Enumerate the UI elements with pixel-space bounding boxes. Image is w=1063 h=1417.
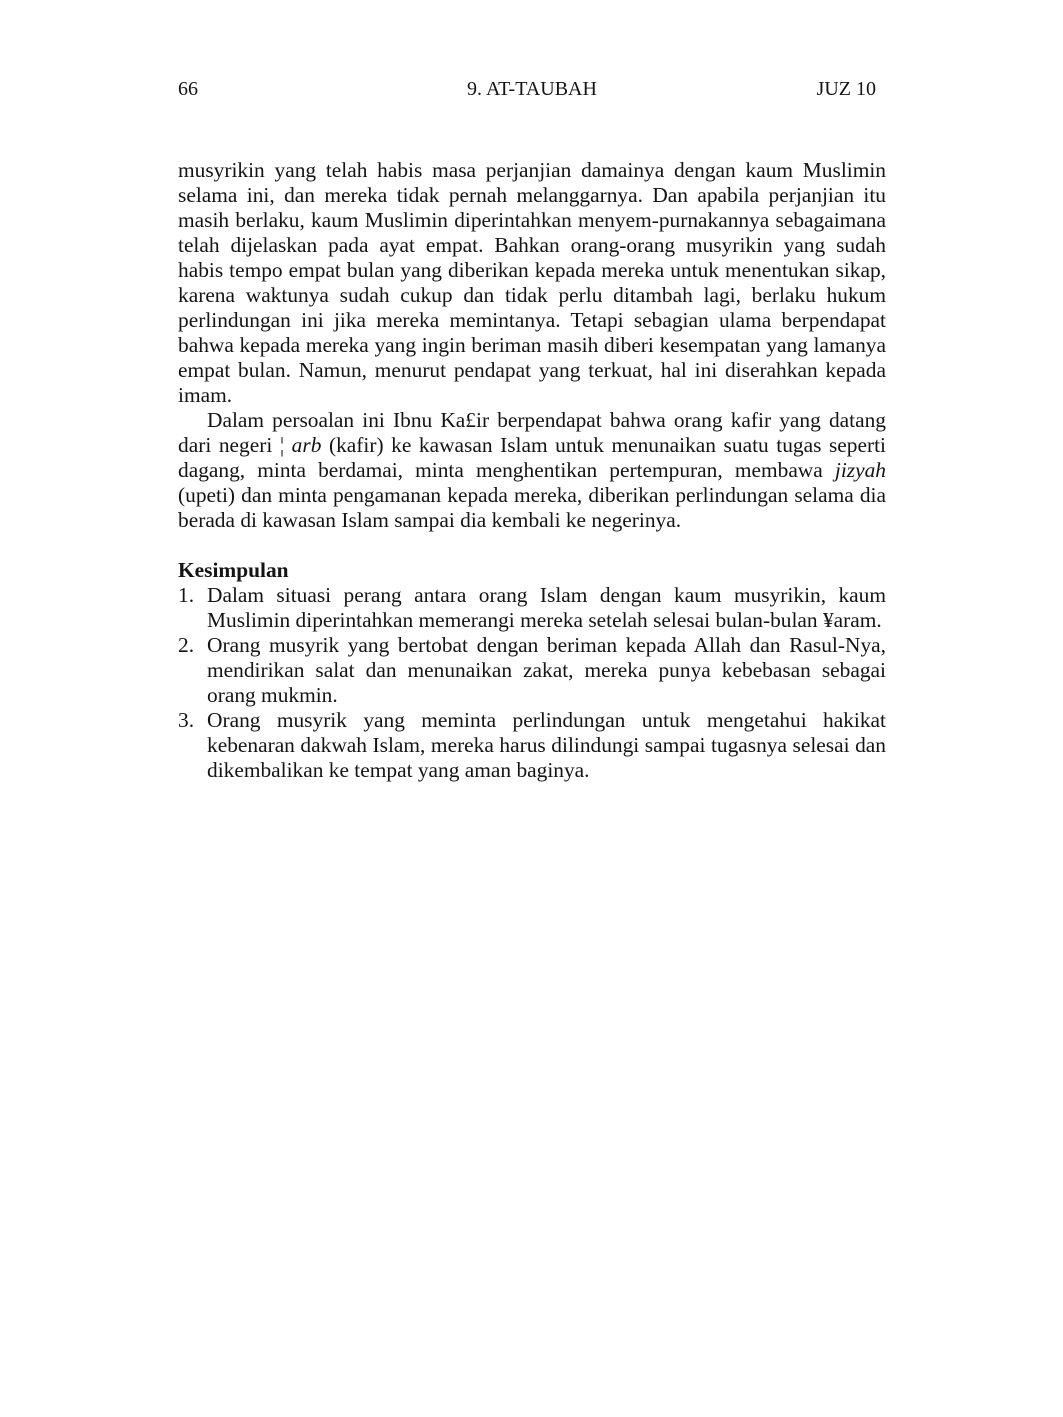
body-text (178, 158, 886, 783)
list-item-number: 1. (178, 583, 195, 607)
list-item-text: Dalam situasi perang antara orang Islam dengan kaum musyrikin, kaum Muslimin diperintahkan memerangi mereka setelah selesai bulan-bulan ¥aram. (207, 583, 886, 632)
conclusion-list (178, 583, 886, 783)
list-item (178, 633, 886, 708)
juz-label: JUZ 10 (816, 78, 876, 100)
paragraph-2-text-1: Dalam persoalan ini Ibnu Ka£ir berpendapat bahwa orang kafir yang datang dari negeri ¦ (178, 408, 886, 457)
list-item-number: 2. (178, 633, 195, 657)
italic-term-harb: arb (291, 433, 322, 457)
paragraph-2 (178, 408, 886, 533)
page-number: 66 (178, 78, 198, 100)
list-item-number: 3. (178, 708, 195, 732)
paragraph-2-text-3: (upeti) dan minta pengamanan kepada mereka, diberikan perlindungan selama dia berada di kawasan Islam sampai dia kembali ke negerinya. (178, 483, 886, 532)
chapter-title: 9. AT-TAUBAH (467, 78, 597, 100)
italic-term-jizyah: jizyah (834, 458, 886, 482)
paragraph-2-text-2: (kafir) ke kawasan Islam untuk menunaikan suatu tugas seperti dagang, minta berdamai, minta menghentikan pertempuran, membawa (178, 433, 886, 482)
running-header (178, 76, 886, 102)
list-item-text: Orang musyrik yang bertobat dengan beriman kepada Allah dan Rasul-Nya, mendirikan salat dan menunaikan zakat, mereka punya kebebasan sebagai orang mukmin. (207, 633, 886, 707)
list-item (178, 583, 886, 633)
list-item-text: Orang musyrik yang meminta perlindungan untuk mengetahui hakikat kebenaran dakwah Islam, mereka harus dilindungi sampai tugasnya selesai dan dikembalikan ke tempat yang aman baginya. (207, 708, 886, 782)
paragraph-1: musyrikin yang telah habis masa perjanjian damainya dengan kaum Muslimin selama ini, dan mereka tidak pernah melanggarnya. Dan apabila perjanjian itu masih berlaku, kaum Muslimin diperintahkan menyem-purnakannya sebagaimana telah dijelaskan pada ayat empat. Bahkan orang-orang musyrikin yang sudah habis tempo empat bulan yang diberikan kepada mereka untuk menentukan sikap, karena waktunya sudah cukup dan tidak perlu ditambah lagi, berlaku hukum perlindungan ini jika mereka memintanya. Tetapi sebagian ulama berpendapat bahwa kepada mereka yang ingin beriman masih diberi kesempatan yang lamanya empat bulan. Namun, menurut pendapat yang terkuat, hal ini diserahkan kepada imam. (178, 158, 886, 407)
section-heading: Kesimpulan (178, 558, 289, 582)
list-item (178, 708, 886, 783)
